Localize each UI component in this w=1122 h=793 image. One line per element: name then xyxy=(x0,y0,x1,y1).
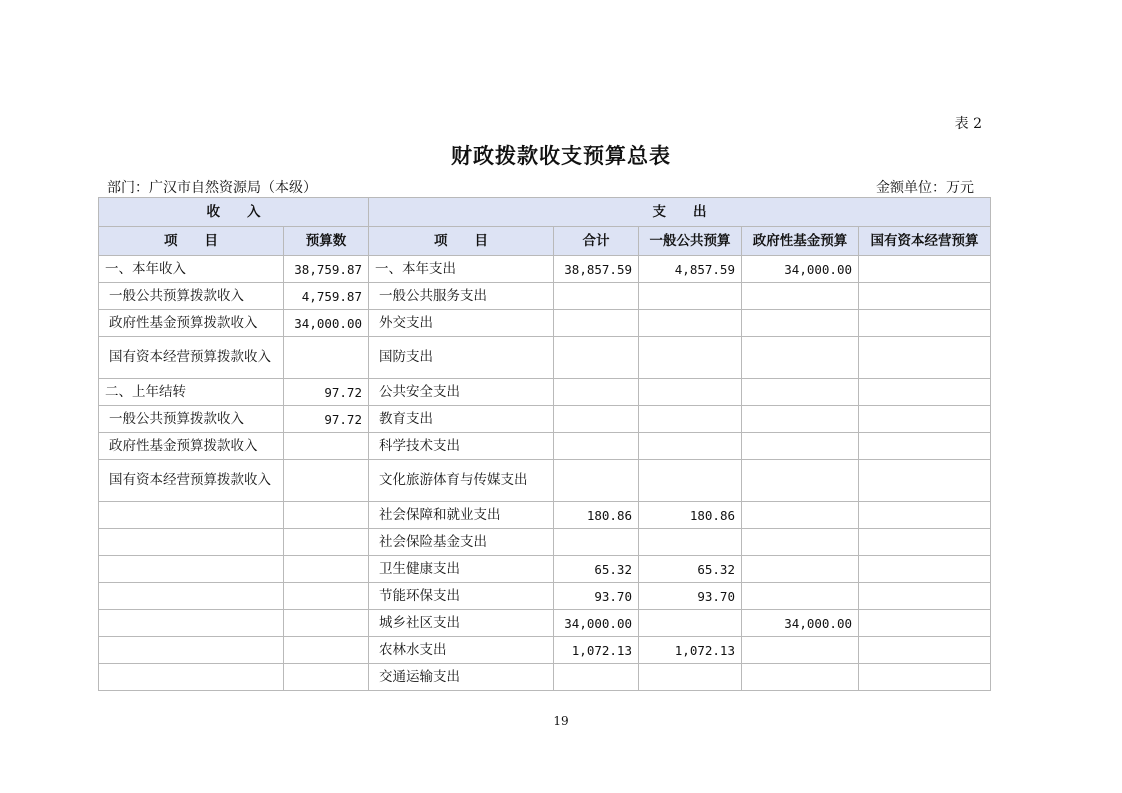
table-row xyxy=(99,256,991,283)
income-amount-cell: 97.72 xyxy=(284,406,369,433)
state-capital-budget-cell xyxy=(859,637,991,664)
income-item-header: 项 目 xyxy=(99,227,284,256)
expense-item-cell: 交通运输支出 xyxy=(369,664,554,691)
table-row xyxy=(99,610,991,637)
total-cell: 93.70 xyxy=(554,583,639,610)
general-budget-cell xyxy=(639,379,742,406)
total-cell: 65.32 xyxy=(554,556,639,583)
amount-unit-label: 金额单位：万元 xyxy=(876,180,974,196)
state-capital-budget-cell xyxy=(859,502,991,529)
table-row xyxy=(99,283,991,310)
income-item-cell xyxy=(99,529,284,556)
fund-budget-cell xyxy=(742,529,859,556)
fund-budget-cell xyxy=(742,637,859,664)
expense-item-header: 项 目 xyxy=(369,227,554,256)
fund-budget-header: 政府性基金预算 xyxy=(742,227,859,256)
income-amount-cell: 38,759.87 xyxy=(284,256,369,283)
state-capital-budget-cell xyxy=(859,310,991,337)
income-item-cell: 政府性基金预算拨款收入 xyxy=(99,310,284,337)
general-budget-cell xyxy=(639,610,742,637)
income-amount-cell xyxy=(284,637,369,664)
income-item-cell xyxy=(99,583,284,610)
income-item-cell: 国有资本经营预算拨款收入 xyxy=(99,460,284,502)
total-cell: 180.86 xyxy=(554,502,639,529)
general-budget-header: 一般公共预算 xyxy=(639,227,742,256)
page-number: 19 xyxy=(553,714,569,728)
expense-item-cell: 一般公共服务支出 xyxy=(369,283,554,310)
income-item-cell xyxy=(99,556,284,583)
income-item-cell: 一、本年收入 xyxy=(99,256,284,283)
state-capital-budget-cell xyxy=(859,460,991,502)
total-cell: 34,000.00 xyxy=(554,610,639,637)
total-cell xyxy=(554,664,639,691)
fund-budget-cell xyxy=(742,664,859,691)
table-row xyxy=(99,310,991,337)
general-budget-cell: 4,857.59 xyxy=(639,256,742,283)
general-budget-cell xyxy=(639,337,742,379)
table-row xyxy=(99,379,991,406)
state-capital-budget-cell xyxy=(859,433,991,460)
table-row xyxy=(99,460,991,502)
expense-group-header: 支 出 xyxy=(369,198,991,227)
general-budget-cell xyxy=(639,460,742,502)
fund-budget-cell xyxy=(742,433,859,460)
income-item-cell xyxy=(99,664,284,691)
general-budget-cell: 1,072.13 xyxy=(639,637,742,664)
table-row xyxy=(99,637,991,664)
state-capital-budget-cell xyxy=(859,337,991,379)
income-amount-cell xyxy=(284,460,369,502)
income-amount-header: 预算数 xyxy=(284,227,369,256)
state-capital-budget-cell xyxy=(859,379,991,406)
expense-item-cell: 科学技术支出 xyxy=(369,433,554,460)
income-amount-cell: 34,000.00 xyxy=(284,310,369,337)
table-row xyxy=(99,664,991,691)
total-cell xyxy=(554,460,639,502)
budget-table xyxy=(98,197,991,691)
fund-budget-cell xyxy=(742,337,859,379)
column-header-row xyxy=(99,227,991,256)
general-budget-cell: 180.86 xyxy=(639,502,742,529)
income-item-cell xyxy=(99,610,284,637)
income-item-cell xyxy=(99,637,284,664)
income-amount-cell xyxy=(284,610,369,637)
income-item-cell: 国有资本经营预算拨款收入 xyxy=(99,337,284,379)
fund-budget-cell xyxy=(742,379,859,406)
expense-item-cell: 农林水支出 xyxy=(369,637,554,664)
income-item-cell xyxy=(99,502,284,529)
income-amount-cell xyxy=(284,337,369,379)
fund-budget-cell xyxy=(742,460,859,502)
table-row xyxy=(99,502,991,529)
general-budget-cell xyxy=(639,406,742,433)
state-capital-budget-cell xyxy=(859,283,991,310)
fund-budget-cell: 34,000.00 xyxy=(742,610,859,637)
income-amount-cell: 4,759.87 xyxy=(284,283,369,310)
expense-item-cell: 城乡社区支出 xyxy=(369,610,554,637)
fund-budget-cell xyxy=(742,583,859,610)
expense-item-cell: 社会保障和就业支出 xyxy=(369,502,554,529)
general-budget-cell xyxy=(639,529,742,556)
table-row xyxy=(99,583,991,610)
total-header: 合计 xyxy=(554,227,639,256)
table-number: 表 2 xyxy=(954,116,982,132)
table-row xyxy=(99,556,991,583)
general-budget-cell: 93.70 xyxy=(639,583,742,610)
fund-budget-cell xyxy=(742,283,859,310)
total-cell xyxy=(554,337,639,379)
income-amount-cell: 97.72 xyxy=(284,379,369,406)
expense-item-cell: 节能环保支出 xyxy=(369,583,554,610)
state-capital-budget-cell xyxy=(859,256,991,283)
total-cell xyxy=(554,529,639,556)
expense-item-cell: 国防支出 xyxy=(369,337,554,379)
general-budget-cell xyxy=(639,283,742,310)
state-capital-budget-cell xyxy=(859,610,991,637)
general-budget-cell xyxy=(639,310,742,337)
expense-item-cell: 社会保险基金支出 xyxy=(369,529,554,556)
expense-item-cell: 外交支出 xyxy=(369,310,554,337)
state-capital-budget-cell xyxy=(859,529,991,556)
total-cell: 1,072.13 xyxy=(554,637,639,664)
fund-budget-cell xyxy=(742,406,859,433)
state-capital-budget-cell xyxy=(859,583,991,610)
total-cell: 38,857.59 xyxy=(554,256,639,283)
total-cell xyxy=(554,310,639,337)
state-capital-budget-cell xyxy=(859,556,991,583)
total-cell xyxy=(554,283,639,310)
income-amount-cell xyxy=(284,433,369,460)
general-budget-cell xyxy=(639,433,742,460)
income-amount-cell xyxy=(284,664,369,691)
table-row xyxy=(99,337,991,379)
expense-item-cell: 教育支出 xyxy=(369,406,554,433)
income-amount-cell xyxy=(284,502,369,529)
expense-item-cell: 文化旅游体育与传媒支出 xyxy=(369,460,554,502)
expense-item-cell: 卫生健康支出 xyxy=(369,556,554,583)
income-item-cell: 二、上年结转 xyxy=(99,379,284,406)
income-item-cell: 政府性基金预算拨款收入 xyxy=(99,433,284,460)
fund-budget-cell: 34,000.00 xyxy=(742,256,859,283)
general-budget-cell xyxy=(639,664,742,691)
table-row xyxy=(99,529,991,556)
fund-budget-cell xyxy=(742,310,859,337)
expense-item-cell: 一、本年支出 xyxy=(369,256,554,283)
fund-budget-cell xyxy=(742,556,859,583)
general-budget-cell: 65.32 xyxy=(639,556,742,583)
table-row xyxy=(99,433,991,460)
income-group-header: 收 入 xyxy=(99,198,369,227)
total-cell xyxy=(554,433,639,460)
state-capital-budget-cell xyxy=(859,664,991,691)
state-capital-budget-cell xyxy=(859,406,991,433)
state-capital-budget-header: 国有资本经营预算 xyxy=(859,227,991,256)
income-amount-cell xyxy=(284,529,369,556)
income-amount-cell xyxy=(284,583,369,610)
income-item-cell: 一般公共预算拨款收入 xyxy=(99,406,284,433)
table-row xyxy=(99,406,991,433)
page-title: 财政拨款收支预算总表 xyxy=(451,143,671,168)
department-label: 部门：广汉市自然资源局（本级） xyxy=(107,180,317,196)
total-cell xyxy=(554,379,639,406)
income-amount-cell xyxy=(284,556,369,583)
total-cell xyxy=(554,406,639,433)
expense-item-cell: 公共安全支出 xyxy=(369,379,554,406)
group-header-row xyxy=(99,198,991,227)
fund-budget-cell xyxy=(742,502,859,529)
income-item-cell: 一般公共预算拨款收入 xyxy=(99,283,284,310)
